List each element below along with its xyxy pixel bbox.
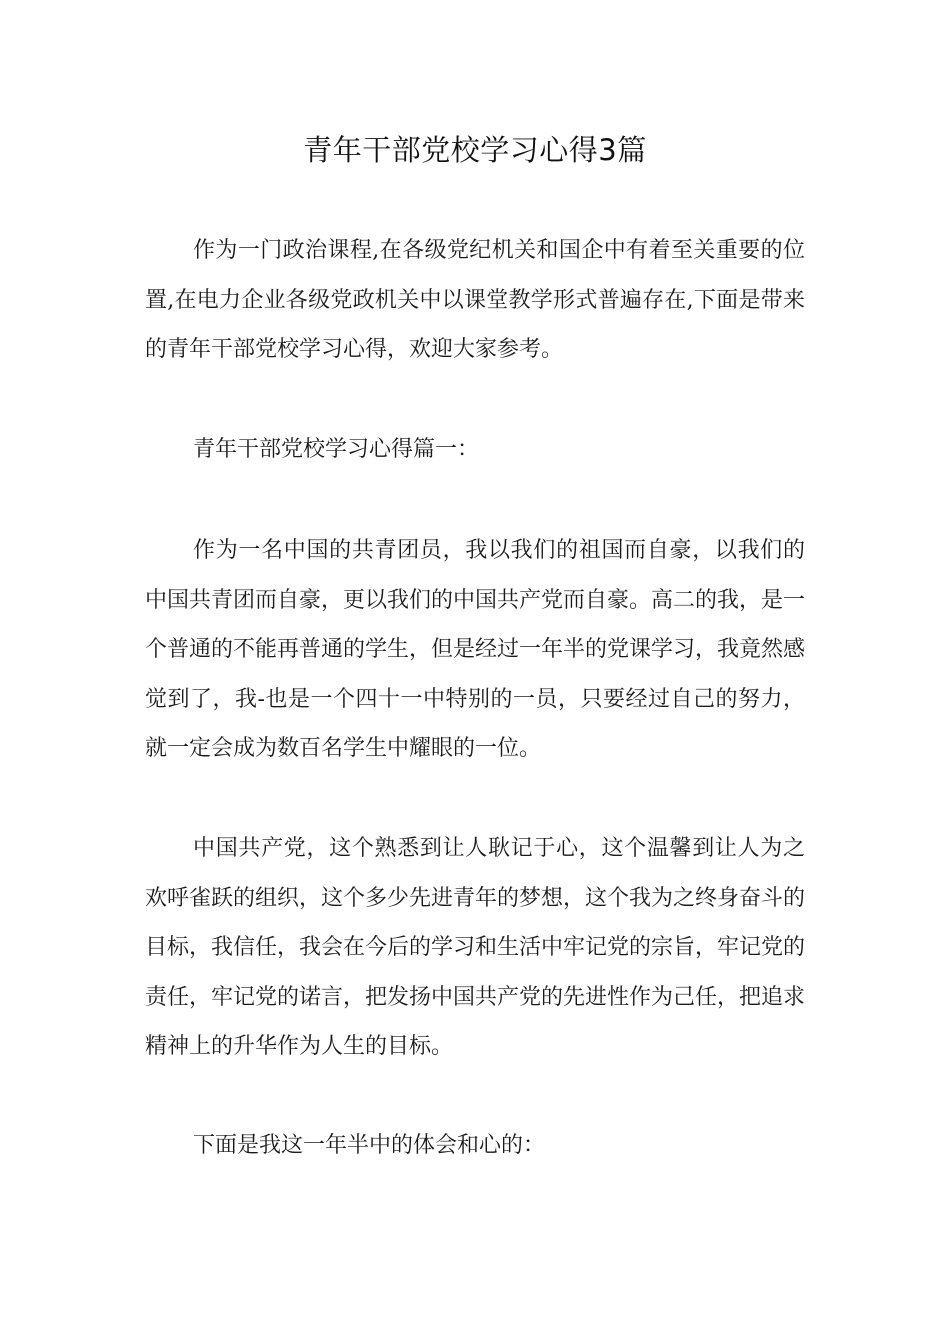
document-title: 青年干部党校学习心得3篇 [303,133,647,167]
section-heading [145,425,805,475]
section-heading-text: 青年干部党校学习心得篇一： [193,437,480,462]
paragraph-text: 下面是我这一年半中的体会和心的： [193,1133,546,1158]
paragraph-text: 作为一名中国的共青团员，我以我们的祖国而自豪，以我们的中国共青团而自豪，更以我们的中国共产党而自豪。高二的我，是一个普通的不能再普通的学生，但是经过一年半的党课学习，我竟然感觉到了，我-也是一个四十一中特别的一员，只要经过自己的努力，就一定会成为数百名学生中耀眼的一位。 [145,538,806,761]
paragraph-intro [145,226,805,375]
paragraph-3 [145,1121,805,1171]
paragraph-2 [145,824,805,1072]
paragraph-text: 中国共产党，这个熟悉到让人耿记于心，这个温馨到让人为之欢呼雀跃的组织，这个多少先进青年的梦想，这个我为之终身奋斗的目标，我信任，我会在今后的学习和生活中牢记党的宗旨，牢记党的责任，牢记党的诺言，把发扬中国共产党的先进性作为己任，把追求精神上的升华作为人生的目标。 [145,836,806,1059]
paragraph-text: 作为一门政治课程,在各级党纪机关和国企中有着至关重要的位置,在电力企业各级党政机关中以课堂教学形式普遍存在,下面是带来的青年干部党校学习心得，欢迎大家参考。 [145,238,805,362]
paragraph-1 [145,526,805,774]
